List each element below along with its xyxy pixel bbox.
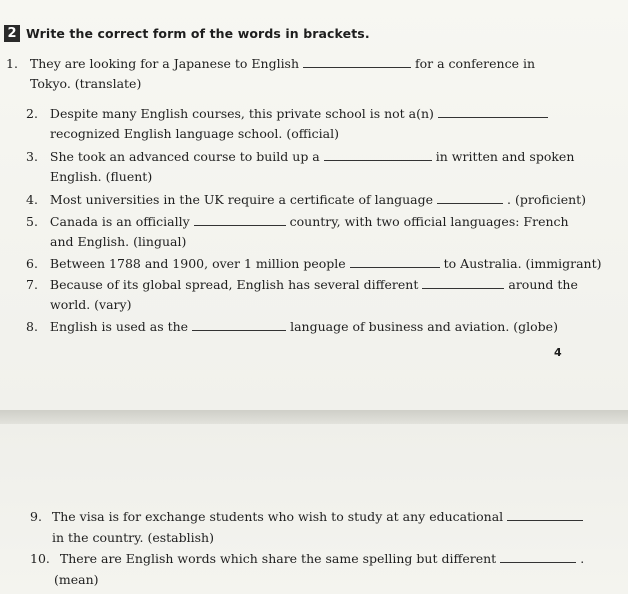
question-9-line-1: 9. The visa is for exchange students who wish to study at any educational: [30, 509, 587, 525]
question-4-line: 4. Most universities in the UK require a certificate of language . (proficient): [26, 192, 587, 207]
page-gap: [0, 410, 628, 424]
answer-blank-5[interactable]: [194, 214, 286, 226]
question-5-line-1: 5. Canada is an officially country, with two official languages: French: [26, 214, 569, 229]
answer-blank-9[interactable]: [507, 509, 583, 521]
section-number: 2: [4, 25, 20, 42]
question-10-line-2: (mean): [54, 572, 99, 587]
question-6-line: 6. Between 1788 and 1900, over 1 million people to Australia. (immigrant): [26, 256, 602, 271]
question-5-line-2: and English. (lingual): [50, 234, 187, 249]
question-2-line-2: recognized English language school. (official): [50, 126, 339, 141]
answer-blank-8[interactable]: [192, 319, 286, 331]
question-2-line-1: 2. Despite many English courses, this private school is not a(n): [26, 106, 552, 122]
question-3-line-2: English. (fluent): [50, 169, 153, 184]
answer-blank-7[interactable]: [422, 277, 504, 289]
question-8-line: 8. English is used as the language of business and aviation. (globe): [26, 319, 558, 334]
answer-blank-2[interactable]: [438, 106, 548, 118]
answer-blank-6[interactable]: [350, 256, 440, 268]
worksheet-page-bottom: [0, 424, 628, 594]
page-number: 4: [554, 346, 562, 359]
answer-blank-4[interactable]: [437, 192, 503, 204]
section-heading: [4, 24, 370, 42]
question-7-line-2: world. (vary): [50, 297, 132, 312]
answer-blank-10[interactable]: [500, 551, 576, 563]
question-9-line-2: in the country. (establish): [52, 530, 214, 545]
question-1-line-1: 1. They are looking for a Japanese to English for a conference in: [6, 56, 536, 71]
question-10-line-1: 10. There are English words which share the same spelling but different .: [30, 551, 585, 566]
answer-blank-1[interactable]: [303, 56, 411, 68]
answer-blank-3[interactable]: [324, 149, 432, 161]
question-3-line-1: 3. She took an advanced course to build up a in written and spoken: [26, 149, 575, 164]
section-title: Write the correct form of the words in brackets.: [26, 25, 370, 41]
question-7-line-1: 7. Because of its global spread, English has several different around the: [26, 277, 578, 292]
question-1-line-2: Tokyo. (translate): [30, 76, 142, 91]
